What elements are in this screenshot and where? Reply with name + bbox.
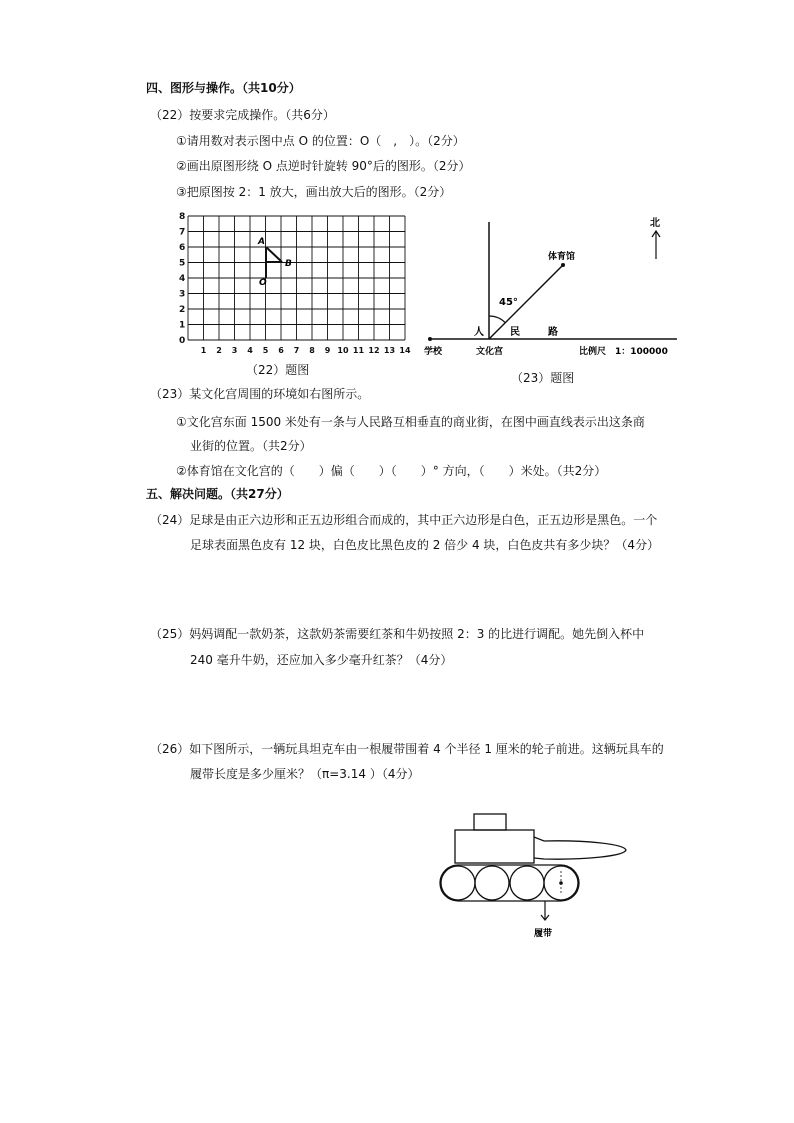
x-tick-label: 5 (262, 346, 269, 355)
y-tick-label: 4 (179, 274, 186, 284)
q22-item-2: ②画出原图形绕 O 点逆时针旋转 90°后的图形。（2分） (176, 159, 471, 173)
x-tick-label: 4 (247, 346, 253, 355)
angle-label: 45° (499, 297, 518, 308)
gym-label: 体育馆 (548, 252, 576, 262)
scale-label: 比例尺 1：100000 (579, 347, 668, 357)
q23-heading: （23）某文化宫周围的环境如右图所示。 (150, 387, 370, 401)
point-b-label: B (285, 259, 292, 269)
q23-item-2: ②体育馆在文化宫的（ ）偏（ ）（ ）° 方向，（ ）米处。（共2分） (176, 464, 607, 478)
x-tick-label: 1 (200, 346, 207, 355)
x-tick-label: 7 (293, 346, 300, 355)
y-tick-label: 8 (179, 212, 186, 222)
tank-gun-barrel (534, 837, 626, 859)
section-5-title: 五、解决问题。（共27分） (146, 487, 289, 501)
x-tick-label: 8 (309, 346, 315, 355)
angle-arc (489, 316, 505, 323)
gym-point (561, 263, 565, 267)
q23-item-1-line-1: ①文化宫东面 1500 米处有一条与人民路互相垂直的商业街，在图中画直线表示出这条商 (176, 415, 645, 429)
tank-turret (474, 814, 506, 830)
track-label: 履带 (534, 929, 553, 939)
point-o-label: O (259, 278, 267, 288)
q24-line-2: 足球表面黑色皮有 12 块，白色皮比黑色皮的 2 倍少 4 块，白色皮共有多少块？（4分） (190, 538, 660, 552)
figure-22-caption: （22）题图 (246, 363, 310, 377)
y-tick-label: 0 (179, 336, 186, 346)
q22-item-3: ③把原图按 2：1 放大，画出放大后的图形。（2分） (176, 185, 452, 199)
tank-body (455, 830, 534, 863)
x-tick-label: 6 (278, 346, 284, 355)
figure-23-caption: （23）题图 (511, 371, 575, 385)
road-char-min: 民 (510, 327, 520, 338)
x-tick-label: 13 (383, 346, 396, 355)
point-a-label: A (258, 237, 265, 247)
school-label: 学校 (424, 347, 443, 357)
x-tick-label: 14 (399, 346, 411, 355)
tank-figure (436, 808, 636, 940)
y-tick-label: 3 (179, 289, 186, 300)
section-4-title: 四、图形与操作。（共10分） (146, 81, 301, 95)
y-tick-label: 5 (179, 258, 186, 269)
wheel-center-dot (559, 881, 563, 885)
road-char-ren: 人 (474, 327, 484, 338)
y-tick-label: 6 (179, 243, 186, 253)
y-tick-label: 1 (179, 320, 186, 331)
north-label: 北 (650, 218, 660, 229)
school-point (428, 337, 432, 341)
x-tick-label: 2 (216, 346, 222, 355)
palace-label: 文化宫 (476, 347, 504, 357)
x-tick-label: 12 (368, 346, 380, 355)
q22-item-1: ①请用数对表示图中点 O 的位置：O（ , ）。（2分） (176, 134, 465, 148)
q22-heading: （22）按要求完成操作。（共6分） (150, 108, 335, 122)
x-tick-label: 9 (324, 346, 331, 355)
q25-line-1: （25）妈妈调配一款奶茶，这款奶茶需要红茶和牛奶按照 2：3 的比进行调配。她先倒入杯中 (150, 627, 645, 641)
y-tick-label: 2 (179, 305, 186, 315)
x-tick-label: 10 (337, 346, 349, 355)
q24-line-1: （24）足球是由正六边形和正五边形组合而成的，其中正六边形是白色，正五边形是黑色。一个 (150, 513, 658, 527)
road-char-lu: 路 (548, 327, 558, 338)
q26-line-1: （26）如下图所示，一辆玩具坦克车由一根履带围着 4 个半径 1 厘米的轮子前进。这辆玩具车的 (150, 742, 664, 756)
tank-wheel-2 (475, 866, 509, 900)
y-tick-label: 7 (179, 227, 186, 238)
grid-figure-22 (168, 204, 418, 384)
x-tick-label: 11 (352, 346, 365, 355)
segment-bo (266, 247, 282, 262)
q25-line-2: 240 毫升牛奶，还应加入多少毫升红茶？（4分） (190, 653, 453, 667)
q23-item-1-line-2: 业街的位置。（共2分） (190, 439, 312, 453)
map-figure-23 (420, 204, 680, 364)
x-tick-label: 3 (231, 346, 238, 355)
q26-line-2: 履带长度是多少厘米？（π=3.14 ）（4分） (190, 767, 420, 781)
tank-wheel-3 (510, 866, 544, 900)
tank-wheel-1 (441, 866, 475, 900)
